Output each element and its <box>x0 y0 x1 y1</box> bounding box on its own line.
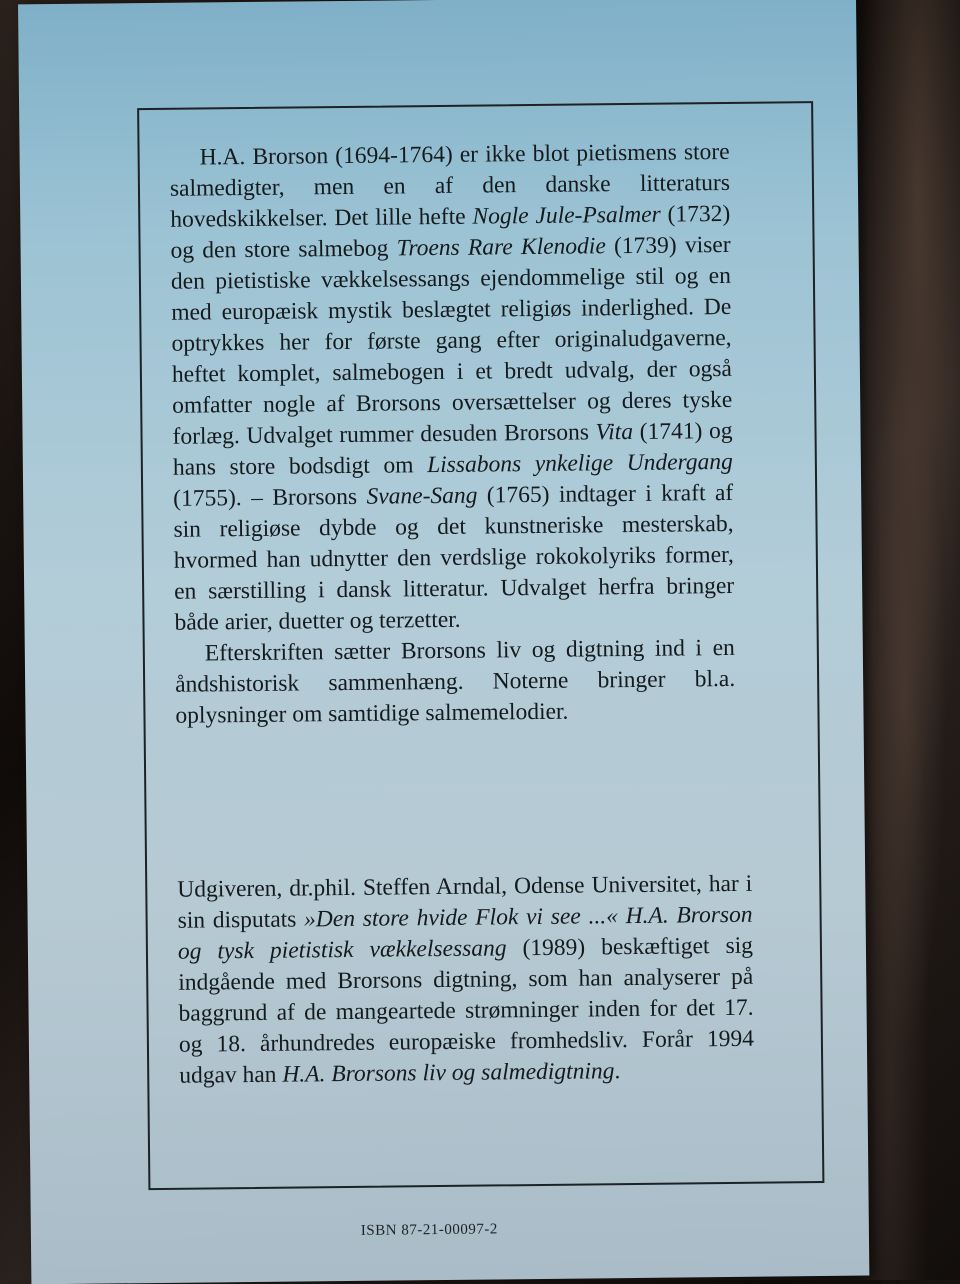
text-segment: Udgiveren, dr.phil. Steffen Arndal, Odense Universitet, har i sin disputats <box>177 870 753 934</box>
text-segment: . <box>614 1058 621 1085</box>
title-disputats: »Den store hvide Flok vi see ...« H.A. Brorson og tysk pietistisk vækkelsessang <box>177 901 753 965</box>
afterword-paragraph: Efterskriften sætter Brorsons liv og digtning ind i en åndshistorisk sammenhæng. Noterne bringer bl.a. oplysninger om samtidige salmemelodier. <box>175 634 736 729</box>
text-segment: H.A. Brorson (1694-1764) er ikke blot pietismens store salmedigter, men en af den danske litteraturs hovedskikkelser. Det lille hefte <box>169 138 731 233</box>
text-segment: (1765) indtager i kraft af sin religiøse dybde og det kunstneriske mesterskab, hvormed han udnytter den verdslige rokokolyriks former, en særstilling i dansk litteratur. Udvalget herfra bringer både arier, duetter og terzetter. <box>173 479 735 636</box>
editor-paragraph <box>177 869 754 1092</box>
text-segment: (1741) og hans store bodsdigt om <box>172 417 733 481</box>
text-segment: (1989) beskæftiget sig indgående med Brorsons digtning, som han analyserer på baggrund af de mangeartede strømninger inden for det 17. og 18. århundredes europæiske fromhedsliv. Forår 1994 udgav han <box>178 932 755 1089</box>
title-lissabons: Lissabons ynkelige Undergang <box>426 448 733 479</box>
editor-text-block <box>177 869 754 1092</box>
description-text-block <box>169 137 735 732</box>
text-segment: (1755). – Brorsons <box>173 483 367 512</box>
title-brorsons-liv: H.A. Brorsons liv og salmedigtning <box>282 1058 615 1088</box>
isbn-number: ISBN 87-21-00097-2 <box>360 1221 498 1239</box>
description-paragraph <box>169 137 734 639</box>
text-segment: (1732) og den store salmebog <box>170 200 731 264</box>
title-vita: Vita <box>595 418 634 446</box>
text-segment: (1739) viser den pietistiske vækkelsessangs ejendommelige stil og en med europæisk mystik beslægtet religiøs inderlighed. De optrykkes her for første gang efter originaludgaverne, heftet komplet, salmebogen i et bredt udvalg, der også omfatter nogle af Brorsons oversættelser og deres tyske forlæg. Udvalget rummer desuden Brorsons <box>170 231 733 450</box>
title-svane-sang: Svane-Sang <box>366 482 478 510</box>
book-back-cover <box>18 0 869 1284</box>
title-troens-rare-klenodie: Troens Rare Klenodie <box>396 233 606 262</box>
title-nogle-jule-psalmer: Nogle Jule-Psalmer <box>472 201 661 230</box>
